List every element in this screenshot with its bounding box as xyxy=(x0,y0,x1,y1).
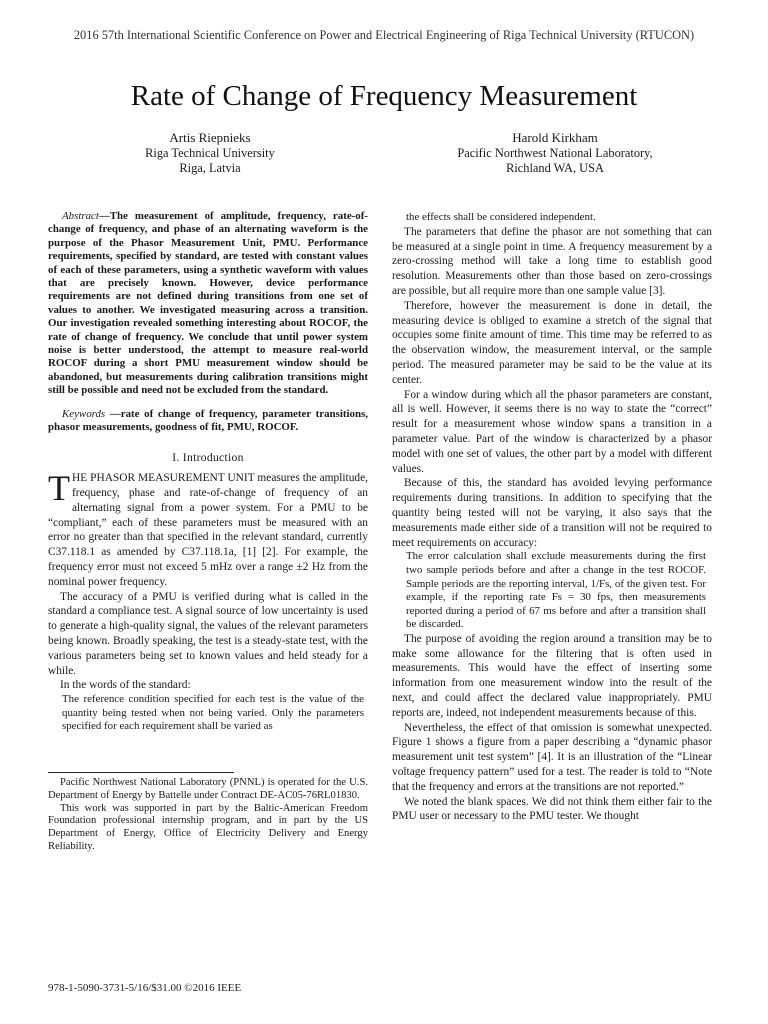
body-paragraph-3: For a window during which all the phasor parameters are constant, all is well. However, it seems there is no way to state the “correct” result for a measurement whose window spans a transition in a parameter value. Part of the window is characterized by a phasor model with one set of values, the other part by a model with different values. xyxy=(392,388,712,475)
body-paragraph-5: The purpose of avoiding the region around a transition may be to make some allowance for the filtering that is often used in measurements. This would have the effect of inserting some information from one measurement window into the result of the next, and could affect the declared value inappropriately. PMU reports are, indeed, not independent measurements because of this. xyxy=(392,632,712,719)
standard-quote-2: The error calculation shall exclude measurements during the first two sample periods before and after a change in the test ROCOF. Sample periods are the reporting interval, 1/Fs, of the given test. For example, if the reporting rate Fs = 30 fps, then measurements reported during a period of 67 ms before and after a transition shall be discarded. xyxy=(406,550,706,631)
abstract xyxy=(48,210,368,398)
section-heading: I. Introduction xyxy=(172,450,244,464)
conference-header: 2016 57th International Scientific Conference on Power and Electrical Engineering of Riga Technical University (RTUCON) xyxy=(73,28,695,42)
body-paragraph-2: Therefore, however the measurement is done in detail, the measuring device is obliged to examine a stretch of the signal that occupies some finite amount of time. This time may be referred to as the observation window, the measurement interval, or the sample period. The measured parameter may be said to be the value at its center. xyxy=(392,299,712,386)
intro-paragraph-3: In the words of the standard: xyxy=(60,679,191,692)
author-location: Richland WA, USA xyxy=(506,161,604,176)
abstract-lead: Abstract xyxy=(62,210,99,222)
body-paragraph-6: Nevertheless, the effect of that omission is somewhat unexpected. Figure 1 shows a figure from a paper describing a “dynamic phasor measurement unit test system” [4]. It is an illustration of the “Linear voltage frequency pattern” used for a test. The reader is told to “Note that the frequency and errors at the transitions are not reported.” xyxy=(392,721,712,793)
author-block-2 xyxy=(440,130,670,177)
paper-title: Rate of Change of Frequency Measurement xyxy=(130,80,638,112)
author-name: Harold Kirkham xyxy=(512,130,598,145)
left-column xyxy=(48,210,368,734)
keywords xyxy=(48,408,368,435)
author-affiliation: Pacific Northwest National Laboratory, xyxy=(457,145,653,160)
body-paragraph-1: The parameters that define the phasor are not something that can be measured at a single point in time. A frequency measurement by a zero-crossing method will take a long time to establish good resolution. Measurements other than those based on zero-crossings are possible, but all require more than one sample value [3]. xyxy=(392,225,712,297)
footnotes xyxy=(48,777,368,854)
quote-continuation: the effects shall be considered independent. xyxy=(406,211,596,223)
footnote-1: Pacific Northwest National Laboratory (PNNL) is operated for the U.S. Department of Energy by Battelle under Contract DE-AC05-76RL01830. xyxy=(48,777,368,801)
intro-paragraph-1 xyxy=(48,468,368,589)
author-name: Artis Riepnieks xyxy=(169,130,251,145)
keywords-lead: Keywords xyxy=(62,407,106,420)
author-location: Riga, Latvia xyxy=(179,161,241,176)
right-column xyxy=(392,210,712,824)
copyright-line: 978-1-5090-3731-5/16/$31.00 ©2016 IEEE xyxy=(48,982,242,994)
drop-cap: T xyxy=(48,468,70,509)
body-paragraph-4: Because of this, the standard has avoided levying performance requirements during transitions. In addition to specifying that the quantity being tested will not be varying, it also says that the measurements made either side of a transition will not be required to meet requirements on accuracy: xyxy=(392,477,712,549)
author-affiliation: Riga Technical University xyxy=(145,145,275,160)
abstract-text: —The measurement of amplitude, frequency, rate-of-change of frequency, and phase of an alternating waveform is the purpose of the Phasor Measurement Unit, PMU. Performance requirements, specified by standard, are tested with constant values of each of these parameters, using a synthetic waveform with values that are precisely known. However, device performance requirements are not defined during transitions from one set of values to another. We investigated measuring across a transition. Our investigation revealed something interesting about ROCOF, the rate of change of frequency. We conclude that until power system noise is better understood, the attempt to measure real-world ROCOF during a short PMU measurement window should be abandoned, but measurements during calibration transitions might still be possible and need not be excluded from the standard. xyxy=(48,210,368,397)
intro-paragraph-1-text: HE PHASOR MEASUREMENT UNIT measures the amplitude, frequency, phase and rate-of-change of frequency of an alternating signal from a power system. For a PMU to be “compliant,” each of these parameters must be measured with an error no greater than that specified in the relevant standard, currently C37.118.1 as amended by C37.118.1a, [1] [2]. For example, the frequency error must not exceed 5 mHz over a range ±2 Hz from the nominal power frequency. xyxy=(48,472,368,588)
keywords-text: —rate of change of frequency, parameter transitions, phasor measurements, goodness of fit, PMU, ROCOF. xyxy=(48,407,368,434)
author-block-1 xyxy=(110,130,310,177)
intro-paragraph-2: The accuracy of a PMU is verified during what is called in the standard a compliance test. A signal source of low uncertainty is used to generate a high-quality signal, the values of the relevant parameters being known. Broadly speaking, the test is a steady-state test, with the various parameters being set to known values and held steady for a while. xyxy=(48,590,368,677)
body-paragraph-7: We noted the blank spaces. We did not think them either fair to the PMU user or necessary to the PMU tester. We thought xyxy=(392,795,712,823)
footnote-divider xyxy=(48,772,234,773)
footnote-2: This work was supported in part by the Baltic-American Freedom Foundation professional internship program, and in part by the US Department of Energy, Office of Electricity Delivery and Energy Reliability. xyxy=(48,802,368,852)
standard-quote: The reference condition specified for each test is the value of the quantity being tested when not being varied. Only the parameters specified for each requirement shall be varied as xyxy=(62,693,364,733)
